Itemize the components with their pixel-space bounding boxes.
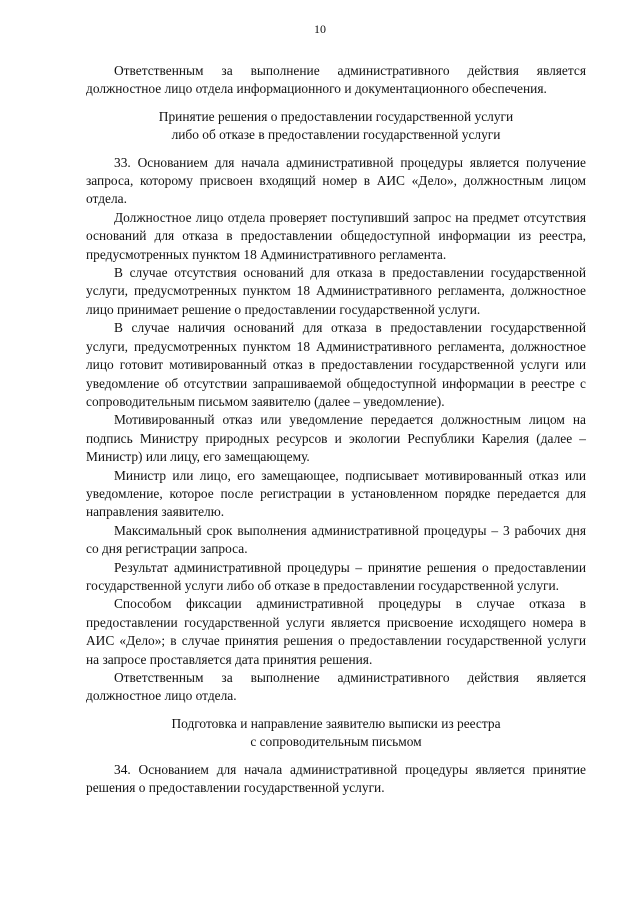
paragraph-no-grounds: В случае отсутствия оснований для отказа в предоставлении государственной услуги, предусмотренных пунктом 18 Административного регламента, должностное лицо принимает решение о предоставлении государственной услуги. [86, 265, 586, 317]
section-heading-decision [86, 108, 586, 145]
paragraph-result: Результат административной процедуры – принятие решения о предоставлении государственной услуги либо об отказе в предоставлении государственной услуги. [86, 559, 586, 593]
page-number: 10 [314, 22, 326, 36]
paragraph-minister-signs: Министр или лицо, его замещающее, подписывает мотивированный отказ или уведомление, которое после регистрации в установленном порядке передается для направления заявителю. [86, 467, 586, 520]
paragraph-item-34: 34. Основанием для начала административной процедуры является принятие решения о предоставлении государственной услуги. [86, 761, 586, 796]
paragraph-item-33: 33. Основанием для начала административной процедуры является получение запроса, которому присвоен входящий номер в АИС «Дело», должностным лицом отдела. [86, 154, 586, 207]
heading-line: Принятие решения о предоставлении государственной услуги [158, 108, 514, 124]
paragraph-signature-transfer: Мотивированный отказ или уведомление передается должностным лицом на подпись Министру природных ресурсов и экологии Республики Карелия (далее – Министр) или лицу, его замещающему. [86, 412, 586, 465]
document-body [86, 62, 586, 797]
heading-line: Подготовка и направление заявителю выписки из реестра [171, 715, 501, 731]
section-heading-extract [86, 715, 586, 752]
heading-line: либо об отказе в предоставлении государственной услуги [171, 127, 501, 143]
paragraph-grounds-present: В случае наличия оснований для отказа в предоставлении государственной услуги, предусмотренных пунктом 18 Административного регламента, должностное лицо готовит мотивированный отказ в предоставлении государственной услуги или уведомление об отсутствии запрашиваемой общедоступной информации в реестре с сопроводительным письмом заявителю (далее – уведомление). [86, 320, 586, 409]
paragraph-responsible-info-dept: Ответственным за выполнение административного действия является должностное лицо отдела информационного и документационного обеспечения. [86, 63, 586, 97]
paragraph-max-term: Максимальный срок выполнения административной процедуры – 3 рабочих дня со дня регистрации запроса. [86, 522, 586, 557]
heading-line: с сопроводительным письмом [250, 734, 422, 750]
paragraph-fixation: Способом фиксации административной процедуры в случае отказа в предоставлении государственной услуги является присвоение исходящего номера в АИС «Дело»; в случае принятия решения о предоставлении государственной услуги на запросе проставляется дата принятия решения. [86, 596, 586, 667]
paragraph-check-request: Должностное лицо отдела проверяет поступивший запрос на предмет отсутствия оснований для отказа в предоставлении общедоступной информации из реестра, предусмотренных пунктом 18 Административного регламента. [86, 209, 586, 262]
paragraph-responsible-dept: Ответственным за выполнение административного действия является должностное лицо отдела. [86, 670, 586, 704]
